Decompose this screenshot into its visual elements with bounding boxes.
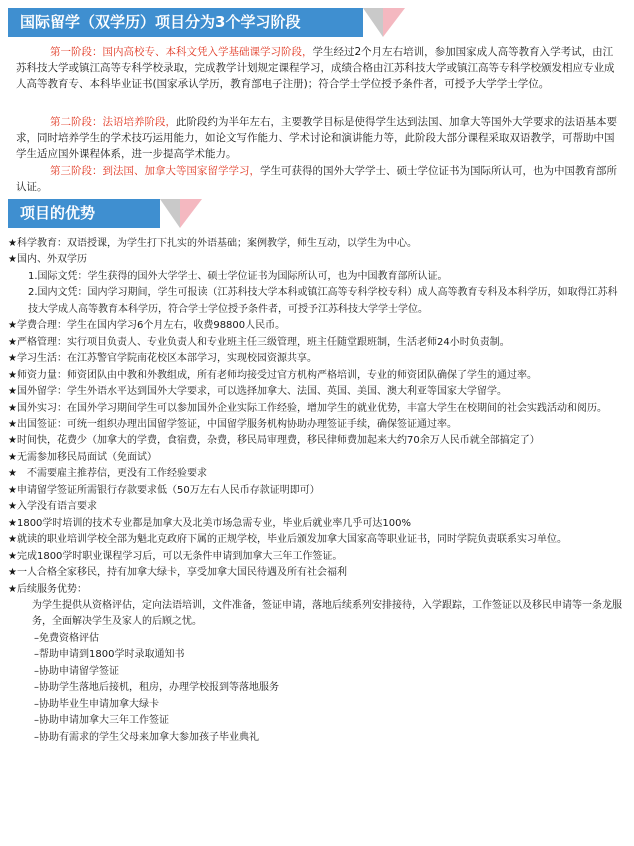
advantage-item: ★严格管理：实行项目负责人、专业负责人和专业班主任三级管理，班主任随堂跟班制，生活老师24小时负责制。: [8, 336, 510, 348]
advantage-item: ★科学教育：双语授课，为学生打下扎实的外语基础；案例教学，师生互动，以学生为中心。: [8, 238, 417, 249]
advantage-item: 为学生提供从资格评估，定向法语培训，文件准备，签证申请，落地后续系列安排接待，入学跟踪，工作签证以及移民申请等一条龙服务，全面解决学生及家人的后顾之忧。: [32, 599, 622, 628]
advantage-item: ★申请留学签证所需银行存款要求低（50万左右人民币存款证明即可）: [8, 484, 320, 496]
advantage-item: –协助毕业生申请加拿大绿卡: [34, 698, 159, 710]
stage-label: 第二阶段：法语培养阶段，: [50, 116, 176, 128]
advantage-item: –协助申请留学签证: [34, 665, 119, 677]
advantage-item: –帮助申请到1800学时录取通知书: [34, 649, 185, 661]
advantage-item: –协助学生落地后接机，租房，办理学校报到等落地服务: [34, 682, 279, 694]
advantage-item: 1.国际文凭：学生获得的国外大学学士、硕士学位证书为国际所认可，也为中国教育部所认证。: [28, 270, 448, 282]
stage-paragraph-2: [0, 114, 634, 162]
banner-decoration-pink: [383, 8, 405, 37]
advantage-item: ★国外留学：学生外语水平达到国外大学要求，可以选择加拿大、法国、英国、美国、澳大利亚等国家大学留学。: [8, 386, 507, 398]
advantage-item: ★ 不需要雇主推荐信，更没有工作经验要求: [8, 468, 207, 480]
advantage-item: 2.国内文凭：国内学习期间，学生可报读（江苏科技大学本科或镇江高等专科学校专科）成人高等教育专科及本科学历，如取得江苏科技大学成人高等教育本科学历，符合学士学位授予条件者，可授予江苏科技大学学士学位。: [28, 287, 618, 315]
advantage-item: –协助有需求的学生父母来加拿大参加孩子毕业典礼: [34, 731, 259, 743]
advantage-item: ★国外实习：在国外学习期间学生可以参加国外企业实际工作经验，增加学生的就业优势，丰富大学生在校期间的社会实践活动和阅历。: [8, 402, 607, 414]
section-banner-advantages: [8, 199, 160, 228]
banner-decoration-pink: [180, 199, 202, 228]
advantage-item: ★无需参加移民局面试（免面试）: [8, 451, 157, 463]
advantage-item: ★学费合理：学生在国内学习6个月左右，收费98800人民币。: [8, 320, 286, 332]
advantage-item: ★一人合格全家移民，持有加拿大绿卡，享受加拿大国民待遇及所有社会福利: [8, 567, 347, 579]
section-banner-stages: [8, 8, 363, 37]
advantage-item: ★国内、外双学历: [8, 254, 87, 266]
advantage-item: –免费资格评估: [34, 632, 99, 644]
stage-text: 学生经过2个月左右培训，参加国家成人高等教育入学考试，由江苏科技大学或镇江高等专科学校录取，完成教学计划规定课程学习，成绩合格由江苏科技大学或镇江高等专科学校颁发相应专业成人高等教育专、本科毕业证书(国家承认学历，教育部电子注册)；符合学士学位授予条件者，可授予大学学士学位。: [16, 46, 615, 90]
advantage-item: ★出国签证：可统一组织办理出国留学签证，中国留学服务机构协助办理签证手续，确保签证通过率。: [8, 418, 457, 430]
advantage-item: ★完成1800学时职业课程学习后，可以无条件申请到加拿大三年工作签证。: [8, 550, 343, 562]
stage-paragraph-1: [0, 44, 634, 92]
stage-text: 此阶段约为半年左右，主要教学目标是使得学生达到法国、加拿大等国外大学要求的法语基本要求，同时培养学生的学术技巧运用能力，如论文写作能力、学术讨论和演讲能力等，此阶段大部分课程采取双语教学，可帮助中国学生适应国外课程体系，进一步提高学术能力。: [16, 116, 617, 160]
advantages-list: [8, 236, 622, 746]
advantage-item: ★1800学时培训的技术专业都是加拿大及北美市场急需专业，毕业后就业率几乎可达100%: [8, 517, 412, 529]
banner-decoration-gray: [160, 199, 180, 228]
stage-text: 学生可获得的国外大学学士、硕士学位证书为国际所认可，也为中国教育部所认证。: [16, 165, 617, 193]
stage-label: 第三阶段：到法国、加拿大等国家留学学习，: [50, 165, 260, 177]
advantage-item: ★入学没有语言要求: [8, 501, 97, 513]
banner-title: 项目的优势: [20, 204, 96, 222]
advantage-item: ★学习生活：在江苏警官学院南花校区本部学习，实现校园资源共享。: [8, 353, 317, 365]
advantage-item: ★后续服务优势：: [8, 583, 87, 595]
advantage-item: ★师资力量：师资团队由中教和外教组成，所有老师均接受过官方机构严格培训，专业的师资团队确保了学生的通过率。: [8, 369, 537, 381]
advantage-item: ★时间快，花费少（加拿大的学费，食宿费，杂费，移民局审理费，移民律师费加起来大约70余万人民币就全部搞定了）: [8, 435, 540, 447]
banner-decoration-gray: [363, 8, 383, 37]
advantage-item: –协助申请加拿大三年工作签证: [34, 715, 169, 727]
advantage-item: ★就读的职业培训学校全部为魁北克政府下属的正规学校，毕业后颁发加拿大国家高等职业证书，同时学院负责联系实习单位。: [8, 534, 567, 546]
stage-paragraph-3: [0, 163, 634, 195]
banner-title: 国际留学（双学历）项目分为3个学习阶段: [20, 13, 301, 31]
stage-label: 第一阶段：国内高校专、本科文凭入学基础课学习阶段，: [50, 46, 313, 58]
